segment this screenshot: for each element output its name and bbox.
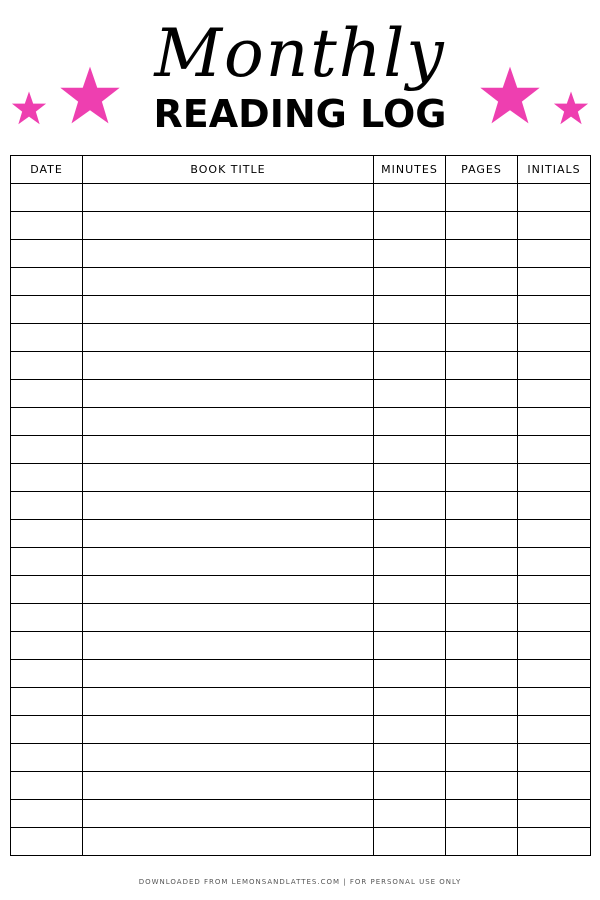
date-cell[interactable] (11, 800, 83, 828)
book-title-cell[interactable] (83, 464, 374, 492)
pages-cell[interactable] (446, 268, 518, 296)
book-title-cell[interactable] (83, 604, 374, 632)
table-header-row (11, 156, 591, 184)
table-row (11, 548, 591, 576)
pages-cell[interactable] (446, 800, 518, 828)
date-cell[interactable] (11, 660, 83, 688)
book-title-cell[interactable] (83, 352, 374, 380)
table-row (11, 828, 591, 856)
book-title-cell[interactable] (83, 828, 374, 856)
pages-cell[interactable] (446, 184, 518, 212)
initials-cell[interactable] (518, 744, 591, 772)
book-title-cell[interactable] (83, 660, 374, 688)
minutes-cell[interactable] (374, 408, 446, 436)
table-row (11, 464, 591, 492)
initials-cell[interactable] (518, 492, 591, 520)
page-title: READING LOG (153, 92, 447, 136)
date-cell[interactable] (11, 324, 83, 352)
minutes-cell[interactable] (374, 800, 446, 828)
column-header-date: DATE (11, 156, 83, 184)
table-row (11, 408, 591, 436)
pages-cell[interactable] (446, 688, 518, 716)
pages-cell[interactable] (446, 632, 518, 660)
table-row (11, 632, 591, 660)
table-row (11, 352, 591, 380)
book-title-cell[interactable] (83, 688, 374, 716)
date-cell[interactable] (11, 632, 83, 660)
date-cell[interactable] (11, 296, 83, 324)
initials-cell[interactable] (518, 352, 591, 380)
date-cell[interactable] (11, 520, 83, 548)
date-cell[interactable] (11, 352, 83, 380)
minutes-cell[interactable] (374, 380, 446, 408)
book-title-cell[interactable] (83, 632, 374, 660)
minutes-cell[interactable] (374, 744, 446, 772)
pages-cell[interactable] (446, 576, 518, 604)
table-row (11, 492, 591, 520)
date-cell[interactable] (11, 548, 83, 576)
minutes-cell[interactable] (374, 268, 446, 296)
page-header (0, 0, 600, 150)
date-cell[interactable] (11, 408, 83, 436)
book-title-cell[interactable] (83, 296, 374, 324)
date-cell[interactable] (11, 688, 83, 716)
pages-cell[interactable] (446, 324, 518, 352)
book-title-cell[interactable] (83, 492, 374, 520)
minutes-cell[interactable] (374, 576, 446, 604)
book-title-cell[interactable] (83, 324, 374, 352)
title-script: Monthly (154, 15, 446, 92)
table-row (11, 240, 591, 268)
date-cell[interactable] (11, 576, 83, 604)
date-cell[interactable] (11, 716, 83, 744)
book-title-cell[interactable] (83, 240, 374, 268)
initials-cell[interactable] (518, 296, 591, 324)
pages-cell[interactable] (446, 408, 518, 436)
pages-cell[interactable] (446, 436, 518, 464)
initials-cell[interactable] (518, 240, 591, 268)
initials-cell[interactable] (518, 828, 591, 856)
initials-cell[interactable] (518, 660, 591, 688)
pages-cell[interactable] (446, 464, 518, 492)
book-title-cell[interactable] (83, 184, 374, 212)
date-cell[interactable] (11, 436, 83, 464)
table-row (11, 184, 591, 212)
initials-cell[interactable] (518, 716, 591, 744)
initials-cell[interactable] (518, 436, 591, 464)
minutes-cell[interactable] (374, 632, 446, 660)
book-title-cell[interactable] (83, 408, 374, 436)
table-row (11, 604, 591, 632)
table-body (11, 184, 591, 856)
minutes-cell[interactable] (374, 520, 446, 548)
pages-cell[interactable] (446, 744, 518, 772)
initials-cell[interactable] (518, 324, 591, 352)
initials-cell[interactable] (518, 464, 591, 492)
minutes-cell[interactable] (374, 240, 446, 268)
initials-cell[interactable] (518, 268, 591, 296)
minutes-cell[interactable] (374, 716, 446, 744)
column-header-pages: PAGES (446, 156, 518, 184)
pages-cell[interactable] (446, 772, 518, 800)
minutes-cell[interactable] (374, 324, 446, 352)
table-row (11, 660, 591, 688)
initials-cell[interactable] (518, 380, 591, 408)
date-cell[interactable] (11, 240, 83, 268)
date-cell[interactable] (11, 744, 83, 772)
pages-cell[interactable] (446, 604, 518, 632)
initials-cell[interactable] (518, 548, 591, 576)
pages-cell[interactable] (446, 716, 518, 744)
book-title-cell[interactable] (83, 772, 374, 800)
column-header-minutes: MINUTES (374, 156, 446, 184)
table-row (11, 800, 591, 828)
pages-cell[interactable] (446, 352, 518, 380)
initials-cell[interactable] (518, 408, 591, 436)
initials-cell[interactable] (518, 604, 591, 632)
table-row (11, 576, 591, 604)
pages-cell[interactable] (446, 212, 518, 240)
minutes-cell[interactable] (374, 772, 446, 800)
table-row (11, 268, 591, 296)
book-title-cell[interactable] (83, 212, 374, 240)
table-row (11, 436, 591, 464)
table-row (11, 212, 591, 240)
date-cell[interactable] (11, 828, 83, 856)
pages-cell[interactable] (446, 828, 518, 856)
pages-cell[interactable] (446, 520, 518, 548)
date-cell[interactable] (11, 772, 83, 800)
column-header-initials: INITIALS (518, 156, 591, 184)
pages-cell[interactable] (446, 492, 518, 520)
minutes-cell[interactable] (374, 352, 446, 380)
initials-cell[interactable] (518, 212, 591, 240)
minutes-cell[interactable] (374, 688, 446, 716)
reading-log-table (10, 155, 591, 856)
book-title-cell[interactable] (83, 744, 374, 772)
book-title-cell[interactable] (83, 716, 374, 744)
minutes-cell[interactable] (374, 548, 446, 576)
minutes-cell[interactable] (374, 604, 446, 632)
minutes-cell[interactable] (374, 184, 446, 212)
pages-cell[interactable] (446, 380, 518, 408)
minutes-cell[interactable] (374, 296, 446, 324)
table-row (11, 380, 591, 408)
initials-cell[interactable] (518, 632, 591, 660)
table-row (11, 772, 591, 800)
date-cell[interactable] (11, 380, 83, 408)
initials-cell[interactable] (518, 800, 591, 828)
date-cell[interactable] (11, 492, 83, 520)
book-title-cell[interactable] (83, 548, 374, 576)
column-header-book-title: BOOK TITLE (83, 156, 374, 184)
book-title-cell[interactable] (83, 576, 374, 604)
initials-cell[interactable] (518, 184, 591, 212)
pages-cell[interactable] (446, 660, 518, 688)
pages-cell[interactable] (446, 548, 518, 576)
date-cell[interactable] (11, 464, 83, 492)
table-row (11, 296, 591, 324)
book-title-cell[interactable] (83, 268, 374, 296)
initials-cell[interactable] (518, 576, 591, 604)
minutes-cell[interactable] (374, 436, 446, 464)
book-title-cell[interactable] (83, 520, 374, 548)
minutes-cell[interactable] (374, 828, 446, 856)
book-title-cell[interactable] (83, 380, 374, 408)
minutes-cell[interactable] (374, 464, 446, 492)
pages-cell[interactable] (446, 296, 518, 324)
initials-cell[interactable] (518, 772, 591, 800)
minutes-cell[interactable] (374, 492, 446, 520)
footer-note: DOWNLOADED FROM LEMONSANDLATTES.COM | FOR PERSONAL USE ONLY (138, 878, 462, 886)
table-row (11, 744, 591, 772)
pages-cell[interactable] (446, 240, 518, 268)
date-cell[interactable] (11, 268, 83, 296)
table-row (11, 324, 591, 352)
book-title-cell[interactable] (83, 800, 374, 828)
table-row (11, 716, 591, 744)
book-title-cell[interactable] (83, 436, 374, 464)
table-row (11, 520, 591, 548)
table-row (11, 688, 591, 716)
initials-cell[interactable] (518, 520, 591, 548)
date-cell[interactable] (11, 212, 83, 240)
date-cell[interactable] (11, 184, 83, 212)
minutes-cell[interactable] (374, 660, 446, 688)
date-cell[interactable] (11, 604, 83, 632)
minutes-cell[interactable] (374, 212, 446, 240)
initials-cell[interactable] (518, 688, 591, 716)
